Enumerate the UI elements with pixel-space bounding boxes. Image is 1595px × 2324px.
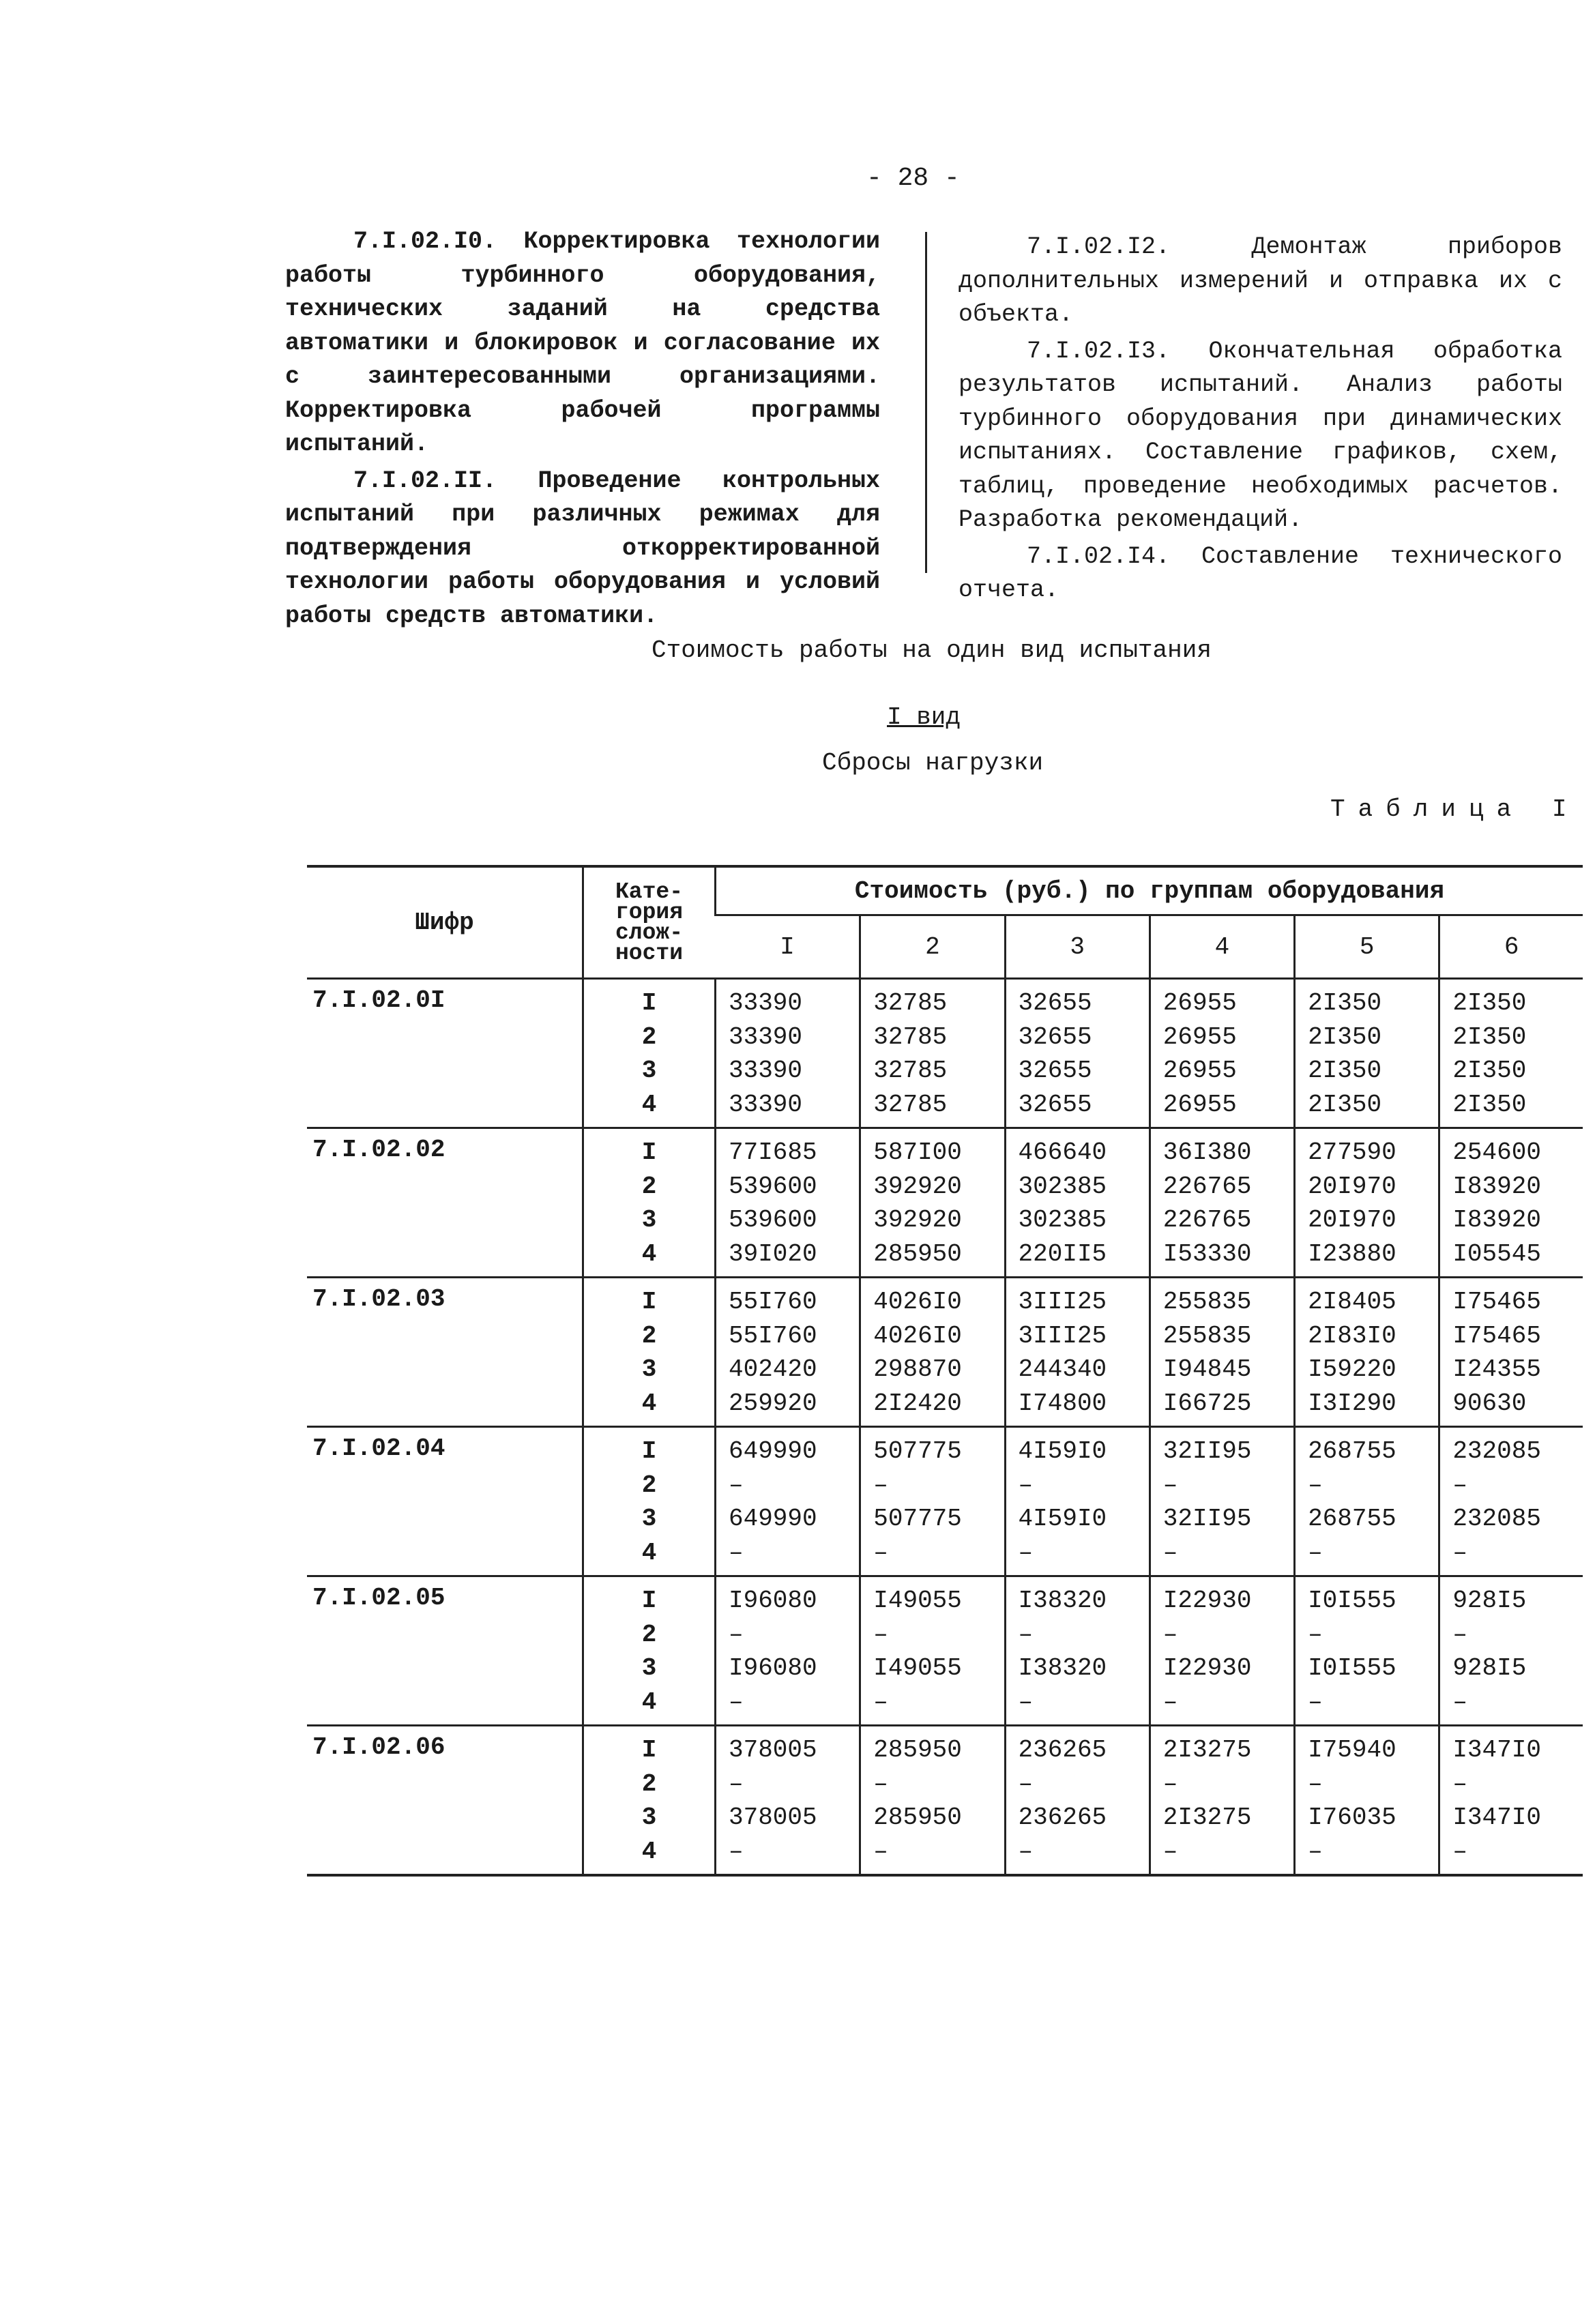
cost-value: 90630 [1452, 1389, 1527, 1417]
section-title: Стоимость работы на один вид испытания [652, 636, 1212, 664]
paragraph-7-1-02-10: 7.I.02.I0. Корректировка технологии работы турбинного оборудования, технических заданий на средства автоматики и блокировок и согласование их с заинтересованными организациями. Корректировка рабочей программы испытаний. [285, 228, 880, 458]
cost-value: 26955 [1162, 1023, 1237, 1051]
cost-cell-group-2 [860, 979, 1005, 1128]
cost-value: I22930 [1162, 1654, 1252, 1682]
cost-value: – [1308, 1688, 1323, 1716]
cost-value: – [729, 1769, 744, 1798]
paragraph-7-1-02-11: 7.I.02.II. Проведение контрольных испытаний при различных режимах для подтверждения откорректированной технологии работы оборудования и условий работы средств автоматики. [285, 467, 880, 630]
cost-value: – [1308, 1538, 1323, 1567]
cost-value: 2I350 [1452, 989, 1527, 1017]
cost-value: 2I350 [1308, 989, 1382, 1017]
cost-cell-group-2 [860, 1278, 1005, 1427]
cost-value: I66725 [1162, 1389, 1252, 1417]
cost-value: – [1162, 1688, 1178, 1716]
cost-value: 236265 [1018, 1804, 1107, 1832]
header-group: 4 [1150, 915, 1294, 979]
cost-value: 55I760 [729, 1321, 817, 1350]
table-body [307, 979, 1583, 1876]
header-group: 6 [1439, 915, 1583, 979]
page-number: - 28 - [866, 164, 960, 193]
header-group: I [716, 915, 860, 979]
cost-cell-group-5 [1295, 979, 1439, 1128]
cost-value: I0I555 [1308, 1654, 1396, 1682]
cost-value: I83920 [1452, 1206, 1541, 1234]
cost-value: 302385 [1018, 1206, 1107, 1234]
cost-value: I49055 [873, 1587, 962, 1615]
cost-cell-group-1 [716, 979, 860, 1128]
cost-value: I94845 [1162, 1355, 1252, 1383]
cost-cell-group-5 [1295, 1726, 1439, 1876]
category-value: 4 [641, 1239, 657, 1268]
cost-value: 32655 [1018, 989, 1092, 1017]
cost-value: 254600 [1452, 1138, 1541, 1166]
cost-cell-group-2 [860, 1128, 1005, 1278]
category-cell [583, 1576, 716, 1726]
category-value: I [641, 1288, 657, 1316]
cost-value: 928I5 [1452, 1654, 1527, 1682]
category-value: 2 [641, 1023, 657, 1051]
cost-value: I05545 [1452, 1239, 1541, 1268]
category-value: 2 [641, 1321, 657, 1350]
cost-value: – [873, 1769, 888, 1798]
cost-value: – [1452, 1538, 1467, 1567]
cost-value: – [1162, 1837, 1178, 1866]
code-cell: 7.I.02.0I [307, 979, 583, 1128]
cost-cell-group-5 [1295, 1128, 1439, 1278]
cost-cell-group-4 [1150, 979, 1294, 1128]
category-value: 4 [641, 1688, 657, 1716]
cost-value: – [1162, 1620, 1178, 1649]
cost-cell-group-2 [860, 1726, 1005, 1876]
cost-value: 32785 [873, 1057, 948, 1085]
cost-value: 20I970 [1308, 1172, 1396, 1201]
right-text-column [959, 231, 1562, 608]
table-row [307, 1726, 1583, 1876]
category-value: 2 [641, 1172, 657, 1201]
cost-value: I96080 [729, 1654, 817, 1682]
cost-value: – [729, 1538, 744, 1567]
cost-value: I75465 [1452, 1321, 1541, 1350]
cost-value: 2I2420 [873, 1389, 962, 1417]
table-row [307, 1576, 1583, 1726]
cost-cell-group-6 [1439, 979, 1583, 1128]
column-divider [925, 232, 927, 573]
cost-value: 587I00 [873, 1138, 962, 1166]
category-value: I [641, 1587, 657, 1615]
cost-cell-group-4 [1150, 1726, 1294, 1876]
category-value: 2 [641, 1471, 657, 1499]
cost-value: 32II95 [1162, 1505, 1252, 1533]
cost-value: – [1452, 1837, 1467, 1866]
cost-value: I75465 [1452, 1288, 1541, 1316]
cost-value: – [873, 1688, 888, 1716]
cost-value: 26955 [1162, 1090, 1237, 1119]
cost-value: – [1162, 1471, 1178, 1499]
cost-value: – [1018, 1688, 1034, 1716]
category-value: I [641, 1437, 657, 1465]
cost-value: – [1018, 1538, 1034, 1567]
header-code: Шифр [307, 866, 583, 979]
table-row [307, 1278, 1583, 1427]
cost-value: 285950 [873, 1239, 962, 1268]
cost-cell-group-6 [1439, 1576, 1583, 1726]
cost-value: I75940 [1308, 1736, 1396, 1764]
table-row [307, 979, 1583, 1128]
cost-value: I22930 [1162, 1587, 1252, 1615]
category-value: 2 [641, 1769, 657, 1798]
cost-value: 268755 [1308, 1437, 1396, 1465]
cost-value: – [1452, 1769, 1467, 1798]
cost-value: 298870 [873, 1355, 962, 1383]
cost-value: – [1452, 1688, 1467, 1716]
cost-value: – [873, 1837, 888, 1866]
cost-value: 392920 [873, 1172, 962, 1201]
cost-value: 2I8405 [1308, 1288, 1396, 1316]
category-value: 3 [641, 1355, 657, 1383]
cost-value: – [1308, 1471, 1323, 1499]
cost-value: – [1452, 1471, 1467, 1499]
header-group: 5 [1295, 915, 1439, 979]
cost-value: I53330 [1162, 1239, 1252, 1268]
cost-value: 4026I0 [873, 1321, 962, 1350]
cost-value: 649990 [729, 1437, 817, 1465]
cost-value: 244340 [1018, 1355, 1107, 1383]
category-value: I [641, 989, 657, 1017]
header-category [583, 866, 716, 979]
cost-value: 77I685 [729, 1138, 817, 1166]
cost-value: 2I350 [1452, 1023, 1527, 1051]
category-cell [583, 979, 716, 1128]
code-cell: 7.I.02.05 [307, 1576, 583, 1726]
cost-cell-group-3 [1005, 1278, 1150, 1427]
cost-value: – [873, 1620, 888, 1649]
category-value: 3 [641, 1057, 657, 1085]
cost-value: 33390 [729, 1057, 803, 1085]
cost-value: 4I59I0 [1018, 1505, 1107, 1533]
cost-cell-group-1 [716, 1576, 860, 1726]
cost-cell-group-2 [860, 1576, 1005, 1726]
cost-value: 55I760 [729, 1288, 817, 1316]
table-row [307, 1128, 1583, 1278]
category-cell [583, 1278, 716, 1427]
cost-value: – [1018, 1837, 1034, 1866]
cost-cell-group-4 [1150, 1128, 1294, 1278]
cost-value: 20I970 [1308, 1206, 1396, 1234]
table-row [307, 1427, 1583, 1576]
cost-value: 2I350 [1308, 1057, 1382, 1085]
cost-value: I74800 [1018, 1389, 1107, 1417]
cost-value: 226765 [1162, 1206, 1252, 1234]
category-value: 4 [641, 1389, 657, 1417]
cost-value: 32785 [873, 989, 948, 1017]
header-cost: Стоимость (руб.) по группам оборудования [716, 866, 1583, 915]
cost-cell-group-6 [1439, 1128, 1583, 1278]
cost-cell-group-6 [1439, 1427, 1583, 1576]
cost-value: 220II5 [1018, 1239, 1107, 1268]
cost-value: – [873, 1471, 888, 1499]
cost-value: 2I350 [1452, 1090, 1527, 1119]
cost-value: I96080 [729, 1587, 817, 1615]
cost-cell-group-3 [1005, 1576, 1150, 1726]
cost-value: I347I0 [1452, 1804, 1541, 1832]
paragraph-7-1-02-13: 7.I.02.I3. Окончательная обработка результатов испытаний. Анализ работы турбинного оборудования при динамических испытаниях. Составление графиков, схем, таблиц, проведение необходимых расчетов. Разработка рекомендаций. [959, 337, 1562, 533]
kind-label: I вид [887, 703, 961, 731]
cost-value: 378005 [729, 1804, 817, 1832]
code-cell: 7.I.02.02 [307, 1128, 583, 1278]
code-cell: 7.I.02.03 [307, 1278, 583, 1427]
header-group: 3 [1005, 915, 1150, 979]
cost-value: 32655 [1018, 1090, 1092, 1119]
header-category-line: слож- [615, 920, 684, 945]
cost-value: 26955 [1162, 1057, 1237, 1085]
category-value: 2 [641, 1620, 657, 1649]
table-label: Таблица I [1330, 795, 1580, 823]
cost-value: I347I0 [1452, 1736, 1541, 1764]
category-value: 3 [641, 1206, 657, 1234]
cost-cell-group-4 [1150, 1427, 1294, 1576]
cost-value: 255835 [1162, 1321, 1252, 1350]
cost-value: 32655 [1018, 1057, 1092, 1085]
cost-cell-group-3 [1005, 1427, 1150, 1576]
cost-value: 539600 [729, 1206, 817, 1234]
cost-value: I49055 [873, 1654, 962, 1682]
cost-value: 2I350 [1308, 1090, 1382, 1119]
category-value: 3 [641, 1505, 657, 1533]
code-cell: 7.I.02.06 [312, 1733, 445, 1761]
cost-value: 4026I0 [873, 1288, 962, 1316]
cost-value: – [1018, 1620, 1034, 1649]
cost-value: – [1018, 1471, 1034, 1499]
cost-value: 2I350 [1452, 1057, 1527, 1085]
cost-value: 36I380 [1162, 1138, 1252, 1166]
cost-value: 32II95 [1162, 1437, 1252, 1465]
category-value: I [641, 1138, 657, 1166]
cost-value: 268755 [1308, 1505, 1396, 1533]
cost-value: 466640 [1018, 1138, 1107, 1166]
cost-value: I83920 [1452, 1172, 1541, 1201]
paragraph-7-1-02-12: 7.I.02.I2. Демонтаж приборов дополнительных измерений и отправка их с объекта. [959, 233, 1562, 328]
cost-value: 4I59I0 [1018, 1437, 1107, 1465]
cost-value: 302385 [1018, 1172, 1107, 1201]
left-text-column [285, 225, 880, 633]
cost-value: – [1308, 1837, 1323, 1866]
header-group: 2 [860, 915, 1005, 979]
cost-cell-group-1 [716, 1427, 860, 1576]
cost-value: 402420 [729, 1355, 817, 1383]
cost-value: – [1452, 1620, 1467, 1649]
cost-cell-group-3 [1005, 1128, 1150, 1278]
cost-value: 2I3275 [1162, 1736, 1252, 1764]
cost-value: 39I020 [729, 1239, 817, 1268]
cost-value: 3III25 [1018, 1321, 1107, 1350]
category-cell [583, 1726, 716, 1876]
cost-value: 392920 [873, 1206, 962, 1234]
paragraph-7-1-02-14: 7.I.02.I4. Составление технического отчета. [959, 542, 1562, 604]
header-category-line: гория [615, 899, 684, 925]
cost-value: – [1162, 1769, 1178, 1798]
cost-value: 2I83I0 [1308, 1321, 1396, 1350]
cost-value: 928I5 [1452, 1587, 1527, 1615]
code-cell: 7.I.02.04 [307, 1427, 583, 1576]
cost-value: 226765 [1162, 1172, 1252, 1201]
cost-cell-group-1 [716, 1726, 860, 1876]
cost-value: 539600 [729, 1172, 817, 1201]
cost-value: – [1308, 1769, 1323, 1798]
cost-value: 649990 [729, 1505, 817, 1533]
cost-cell-group-4 [1150, 1278, 1294, 1427]
cost-value: 33390 [729, 1023, 803, 1051]
cost-cell-group-6 [1439, 1278, 1583, 1427]
cost-value: 32655 [1018, 1023, 1092, 1051]
cost-value: – [729, 1837, 744, 1866]
cost-value: – [1162, 1538, 1178, 1567]
cost-cell-group-5 [1295, 1576, 1439, 1726]
cost-value: 33390 [729, 1090, 803, 1119]
cost-cell-group-1 [716, 1128, 860, 1278]
cost-cell-group-5 [1295, 1427, 1439, 1576]
cost-cell-group-6 [1439, 1726, 1583, 1876]
cost-value: 232085 [1452, 1437, 1541, 1465]
cost-value: – [873, 1538, 888, 1567]
cost-value: 26955 [1162, 989, 1237, 1017]
category-value: 4 [641, 1538, 657, 1567]
category-cell [583, 1427, 716, 1576]
cost-value: 236265 [1018, 1736, 1107, 1764]
category-cell [583, 1128, 716, 1278]
cost-value: 285950 [873, 1804, 962, 1832]
cost-cell-group-3 [1005, 979, 1150, 1128]
cost-value: I3I290 [1308, 1389, 1396, 1417]
cost-value: I38320 [1018, 1587, 1107, 1615]
cost-value: 3III25 [1018, 1288, 1107, 1316]
cost-value: 2I350 [1308, 1023, 1382, 1051]
cost-value: I0I555 [1308, 1587, 1396, 1615]
category-value: 3 [641, 1804, 657, 1832]
cost-value: 2I3275 [1162, 1804, 1252, 1832]
cost-cell-group-2 [860, 1427, 1005, 1576]
cost-value: 378005 [729, 1736, 817, 1764]
category-value: 3 [641, 1654, 657, 1682]
cost-value: 285950 [873, 1736, 962, 1764]
cost-value: 255835 [1162, 1288, 1252, 1316]
cost-value: I38320 [1018, 1654, 1107, 1682]
category-value: 4 [641, 1090, 657, 1119]
cost-value: 32785 [873, 1090, 948, 1119]
cost-value: 232085 [1452, 1505, 1541, 1533]
subtitle: Сбросы нагрузки [822, 749, 1044, 777]
cost-value: 507775 [873, 1505, 962, 1533]
cost-cell-group-5 [1295, 1278, 1439, 1427]
cost-value: – [1308, 1620, 1323, 1649]
cost-table [307, 865, 1583, 1877]
cost-value: I59220 [1308, 1355, 1396, 1383]
category-value: I [641, 1736, 657, 1764]
category-value: 4 [641, 1837, 657, 1866]
cost-value: I23880 [1308, 1239, 1396, 1268]
header-category-line: Кате- [615, 879, 684, 904]
cost-value: I76035 [1308, 1804, 1396, 1832]
cost-value: 259920 [729, 1389, 817, 1417]
cost-value: – [1018, 1769, 1034, 1798]
cost-value: – [729, 1471, 744, 1499]
cost-value: 507775 [873, 1437, 962, 1465]
header-category-line: ности [615, 940, 684, 966]
cost-value: – [729, 1688, 744, 1716]
cost-value: 32785 [873, 1023, 948, 1051]
cost-cell-group-3 [1005, 1726, 1150, 1876]
cost-cell-group-4 [1150, 1576, 1294, 1726]
cost-cell-group-1 [716, 1278, 860, 1427]
cost-value: I24355 [1452, 1355, 1541, 1383]
cost-value: – [729, 1620, 744, 1649]
cost-value: 33390 [729, 989, 803, 1017]
cost-value: 277590 [1308, 1138, 1396, 1166]
